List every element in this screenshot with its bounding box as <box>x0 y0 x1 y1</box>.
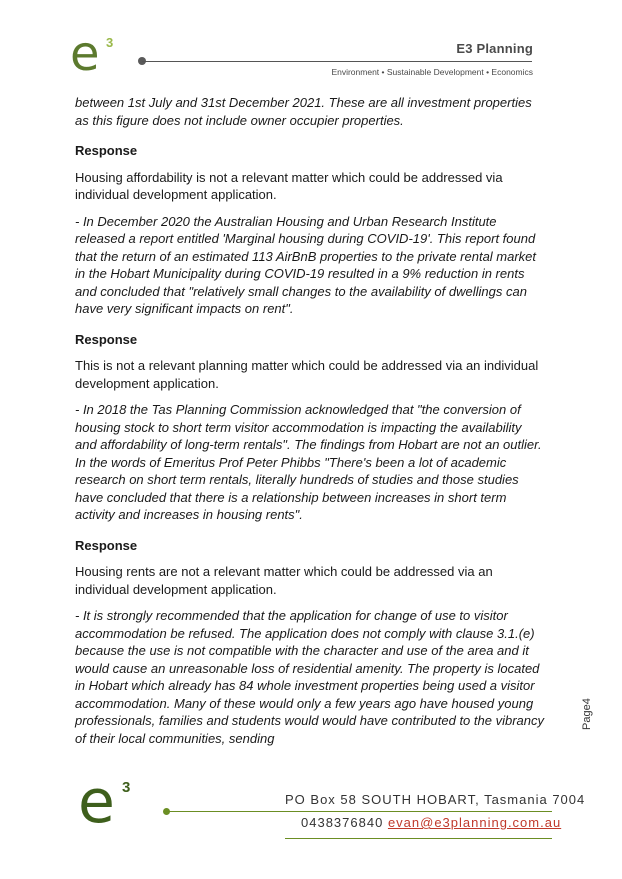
footer-logo-superscript: 3 <box>122 779 131 796</box>
footer-address: PO Box 58 SOUTH HOBART, Tasmania 7004 <box>285 792 586 807</box>
footer-phone: 0438376840 <box>301 815 384 830</box>
footer-logo <box>78 767 138 840</box>
company-name: E3 Planning <box>456 41 533 56</box>
response-heading-3: Response <box>75 537 138 553</box>
header-rule <box>142 61 532 62</box>
company-tagline: Environment • Sustainable Development • Economics <box>331 67 533 77</box>
footer-contact <box>301 815 561 830</box>
footer-logo-letter: e <box>78 767 115 837</box>
page-number: Page4 <box>581 698 593 730</box>
footer-email-link[interactable]: evan@e3planning.com.au <box>387 815 562 830</box>
header-logo-letter: e <box>70 26 100 82</box>
paragraph-4: This is not a relevant planning matter which could be addressed via an individual development application. <box>75 358 539 391</box>
paragraph-3: - In December 2020 the Australian Housing and Urban Research Institute released a report entitled 'Marginal housing during COVID-19'. This report found that the return of an estimated 113 AirBnB properties to the private rental market in the Hobart Municipality during COVID-19 resulted in a 9% reduction in rents and concluded that "relatively small changes to the availability of dwellings can have very significant impacts on rent". <box>75 213 537 316</box>
paragraph-7: - It is strongly recommended that the application for change of use to visitor accommodation be refused. The application does not comply with clause 3.1.(e) because the use is not compatible with the character and use of the area and it would cause an unreasonable loss of residential amenity. The property is located in Hobart which already has 84 whole investment properties being used a visitor accommodation. Many of these would only a few years ago have housed young professionals, families and students would would have contributed to the vibrancy of their local communities, sending <box>75 608 544 746</box>
header-logo-superscript: 3 <box>106 35 114 50</box>
paragraph-1: between 1st July and 31st December 2021. These are all investment properties as this figure does not include owner occupier properties. <box>75 95 532 128</box>
paragraph-2: Housing affordability is not a relevant matter which could be addressed via individual development application. <box>75 169 503 202</box>
response-heading-2: Response <box>75 331 138 347</box>
paragraph-6: Housing rents are not a relevant matter which could be addressed via an individual development application. <box>75 564 493 597</box>
paragraph-5: - In 2018 the Tas Planning Commission acknowledged that "the conversion of housing stock to short term visitor accommodation is impacting the availability and affordability of long-term rentals". The findings from Hobart are not an outlier. In the words of Emeritus Prof Peter Phibbs "There's been a lot of academic research on short term rentals, literally hundreds of studies and those studies have concluded that there is a relationship between increases in short term activity and increases in housing rents". <box>75 402 542 522</box>
header-logo <box>70 26 120 84</box>
document-body <box>75 94 545 747</box>
footer-rule-bottom <box>285 838 552 839</box>
response-heading-1: Response <box>75 143 138 158</box>
footer-rule <box>167 811 552 812</box>
